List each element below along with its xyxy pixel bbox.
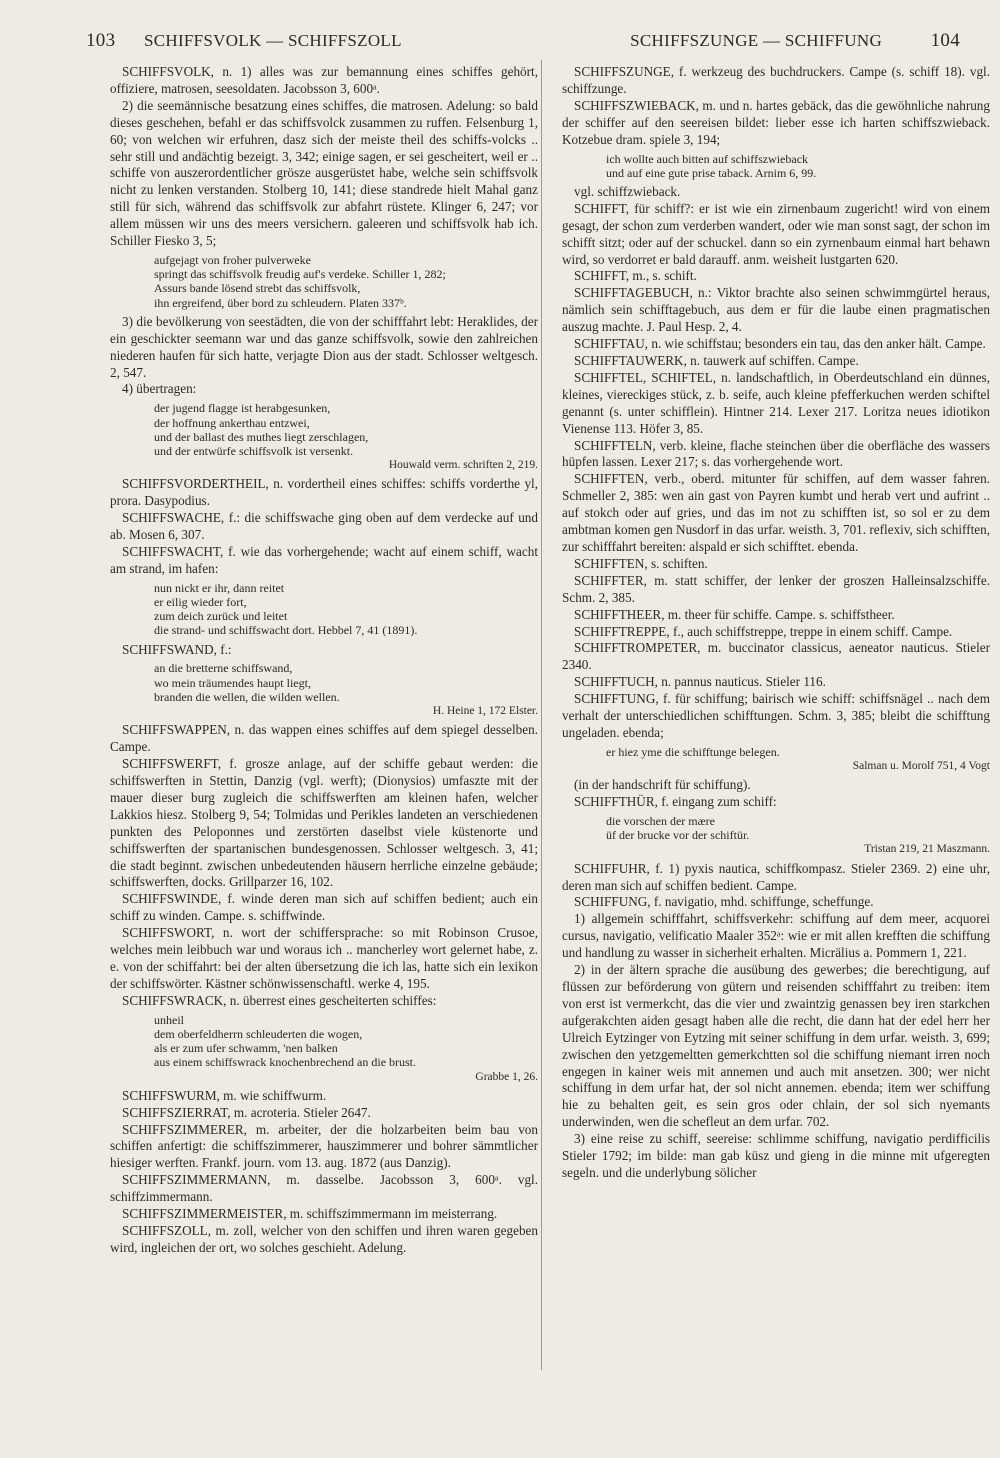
dictionary-entry: SCHIFFSWAPPEN, n. das wappen eines schiffes auf dem spiegel desselben. Campe.	[110, 722, 538, 755]
dictionary-entry: SCHIFFSWACHE, f.: die schiffswache ging oben auf dem verdecke auf und ab. Mosen 6, 307.	[110, 510, 538, 543]
verse-line: aus einem schiffswrack knochenbrechend an die brust.	[154, 1055, 417, 1070]
dictionary-entry: SCHIFFSWORT, n. wort der schiffersprache: so mit Robinson Crusoe, welches mein leibbuch war und woraus ich .. mancherley wort gelernet habe, z. e. von der schiffahrt: bei der alten übersetzung die ich las, hatte sich ein lexikon der schiffswörter. Kästner schönwissenschaftl. werke 4, 195.	[110, 925, 538, 991]
dictionary-entry: SCHIFFSZOLL, m. zoll, welcher von den schiffen und ihren waren gegeben wird, ingleichen der ort, wo solches geschieht. Adelung.	[110, 1222, 538, 1255]
dictionary-entry: SCHIFFSVORDERTHEIL, n. vordertheil eines schiffes: schiffs vorderthe yl, prora. Dasypodius.	[110, 476, 538, 509]
verse-line: als er zum ufer schwamm, 'nen balken	[154, 1041, 338, 1056]
dictionary-entry: SCHIFFSZIMMERMANN, m. dasselbe. Jacobsson 3, 600ᵃ. vgl. schiffzimmermann.	[110, 1172, 538, 1205]
verse-line: springt das schiffsvolk freudig auf's verdeke. Schiller 1, 282;	[154, 267, 446, 282]
dictionary-entry: SCHIFFUNG, f. navigatio, mhd. schiffunge, scheffunge.	[574, 894, 874, 910]
dictionary-entry: SCHIFFSVOLK, n. 1) alles was zur bemannung eines schiffes gehört, offiziere, matrosen, seesoldaten. Jacobsson 3, 600ᵃ.	[110, 64, 538, 96]
verse-line: Assurs bande lösend strebt das schiffsvolk,	[154, 281, 361, 296]
verse-quote	[606, 814, 990, 857]
dictionary-entry: SCHIFFSWACHT, f. wie das vorhergehende; wacht auf einem schiff, wacht am strand, im hafen:	[110, 543, 538, 576]
left-page-number: 103	[86, 30, 116, 51]
dictionary-entry: SCHIFFSWRACK, n. überrest eines gescheiterten schiffes:	[122, 992, 437, 1008]
quote-source: Houwald verm. schriften 2, 219.	[388, 459, 538, 472]
dictionary-entry: SCHIFFTROMPETER, m. buccinator classicus, aeneator nauticus. Stieler 2340.	[562, 640, 990, 673]
verse-quote	[154, 253, 538, 310]
verse-line: der hoffnung ankerthau entzwei,	[154, 415, 310, 430]
verse-quote	[606, 745, 990, 773]
verse-line: ich wollte auch bitten auf schiffszwieback	[606, 151, 809, 166]
verse-line: er eilig wieder fort,	[154, 594, 247, 609]
verse-line: üf der brucke vor der schiftür.	[606, 828, 750, 843]
column-divider	[541, 60, 542, 1370]
dictionary-entry: 3) die bevölkerung von seestädten, die von der schifffahrt lebt: Heraklides, der ein geschickter seemann war und das ganze schiffsvolk, sowie den zahlreichen niederen haufen für sich hatte, verjagte Dion aus der stadt. Schlosser weltgesch. 2, 547.	[110, 313, 538, 380]
left-page-title: SCHIFFSVOLK — SCHIFFSZOLL	[143, 31, 402, 50]
quote-source: Salman u. Morolf 751, 4 Vogt	[852, 760, 990, 773]
right-page-title: SCHIFFSZUNGE — SCHIFFUNG	[630, 31, 883, 50]
right-page-header	[630, 30, 960, 52]
dictionary-entry: 4) übertragen:	[122, 381, 197, 397]
dictionary-entry: vgl. schiffzwieback.	[574, 183, 681, 199]
verse-quote	[154, 1013, 538, 1084]
dictionary-entry: SCHIFFTAUWERK, n. tauwerk auf schiffen. Campe.	[574, 353, 859, 368]
dictionary-entry: SCHIFFTUNG, f. für schiffung; bairisch wie schiff: schiffsnägel .. nach dem verhalt der unterschiedlichen schifftungen. Schm. 3, 385; bleibt die schifftung ungeladen. ebenda;	[562, 691, 990, 740]
dictionary-entry: SCHIFFSZWIEBACK, m. und n. hartes gebäck, das die gewöhnliche nahrung der schiffer auf den seereisen bildet: lieber esse ich harten schiffszwieback. Kotzebue dram. spiele 3, 194;	[562, 97, 990, 147]
verse-line: aufgejagt von froher pulverweke	[154, 252, 311, 267]
verse-quote	[154, 581, 538, 638]
verse-line: er hiez yme die schifftunge belegen.	[606, 744, 780, 759]
verse-line: wo mein träumendes haupt liegt,	[154, 675, 311, 690]
dictionary-entry: SCHIFFTHEER, m. theer für schiffe. Campe. s. schiffstheer.	[574, 606, 895, 622]
verse-line: nun nickt er ihr, dann reitet	[154, 580, 285, 595]
verse-line: branden die wellen, die wilden wellen.	[154, 689, 340, 704]
dictionary-entry: SCHIFFTREPPE, f., auch schiffstreppe, treppe in einem schiff. Campe.	[574, 623, 953, 639]
dictionary-entry: (in der handschrift für schiffung).	[574, 777, 751, 793]
dictionary-entry: SCHIFFSZIERRAT, m. acroteria. Stieler 2647.	[122, 1104, 371, 1120]
quote-source: H. Heine 1, 172 Elster.	[432, 705, 538, 718]
verse-line: der jugend flagge ist herabgesunken,	[154, 401, 331, 416]
verse-line: ihn ergreifend, über bord zu schleudern. Platen 337ᵇ.	[154, 295, 407, 310]
dictionary-entry: SCHIFFUHR, f. 1) pyxis nautica, schiffkompasz. Stieler 2369. 2) eine uhr, deren man sich auf schiffen bedient. Campe.	[562, 860, 990, 893]
dictionary-entry: SCHIFFSZIMMERER, m. arbeiter, der die holzarbeiten beim bau von schiffen anfertigt: die schiffszimmerer, hauszimmerer und bohrer sämmtlicher hiesiger werften. Frankf. journ. vom 13. aug. 1872 (aus Danzig).	[110, 1121, 538, 1171]
dictionary-entry: SCHIFFT, für schiff?: er ist wie ein zirnenbaum zugericht! wird von einem gesagt, der schon zum verderben wandert, oder wie man sonst sagt, der schon im schifft sitzt; oder auf der schuckel. dann so ein zyrnenbaum einmal hart behawn wird, so verdorret er bald darauff. anm. weisheit lustgarten 620.	[562, 200, 990, 267]
verse-line: zum deich zurück und leitet	[154, 609, 288, 624]
verse-line: die strand- und schiffswacht dort. Hebbel 7, 41 (1891).	[154, 623, 418, 638]
dictionary-entry: SCHIFFTER, m. statt schiffer, der lenker der groszen Halleinsalzschiffe. Schm. 2, 385.	[562, 572, 990, 605]
dictionary-entry: SCHIFFT, m., s. schift.	[574, 268, 697, 284]
dictionary-entry: 2) die seemännische besatzung eines schiffes, die matrosen. Adelung: so bald dieses geschehen, befahl er das schiffsvolck zusammen zu ruffen. Felsenburg 1, 60; von welchen wir erfuhren, dasz sich der meiste theil des schiffs-volcks .. sehr still und andächtig bezeigt. 3, 342; einige sagen, er sei gescheitert, weil er .. schiffe von auszerordentlicher grösze ausgerüstet habe, welche sein schiffsvolk nicht zu lenken verstanden. Stolberg 10, 141; diese standrede hielt Mahal ganz still für sich, während das schiffsvolk zur abfahrt rüstete. Klinger 6, 247; vor allem müssen wir uns des meers versichern. galeeren und schiffsvolk hab ich. Schiller Fiesko 3, 5;	[110, 97, 538, 249]
dictionary-entry: SCHIFFSZUNGE, f. werkzeug des buchdruckers. Campe (s. schiff 18). vgl. schiffzunge.	[562, 64, 990, 96]
dictionary-entry: 2) in der ältern sprache die ausübung des gewerbes; die berechtigung, auf flüssen zur beförderung von gütern und reisenden schifffahrt zu treiben: item von erst ist vermerkcht, das die vier und zwaintzig genassen bey iren starkchen aufgerakchten aiden gesagt haben alle die recht, die dann hat der edel herr her Ulreich Eytzinger von Eytzing mit seiner schiffung in dem urfar. weisth. 3, 699; zwischen den yetzgemeltten gemerkchtten sol die schiffung niemant irren noch engegen in kainer weis mit annemen und auch mit ansetzen. 300; wer nicht schiffung in dem urfar hat, der sol nicht annemen. ebenda; item wer schiffung hie zu behalten geit, es sein gros oder chlain, der sol sich nyemants underwinden, wen die schefleut an dem urfar. 702.	[562, 962, 990, 1130]
verse-quote	[154, 401, 538, 472]
dictionary-entry: 3) eine reise zu schiff, seereise: schlimme schiffung, navigatio perdifficilis Stieler 1792; im bilde: man gab küsz und gieng in die minne mit ufgeregten segeln. und die underlybung sölicher	[562, 1131, 990, 1180]
quote-source: Tristan 219, 21 Maszmann.	[864, 843, 990, 856]
dictionary-entry: SCHIFFSZIMMERMEISTER, m. schiffszimmermann im meisterrang.	[122, 1206, 498, 1222]
dictionary-entry: SCHIFFTAGEBUCH, n.: Viktor brachte also seinen schwimmgürtel heraus, nämlich sein schifftagebuch, aus dem er für die laube einen pragmatischen auszug machte. J. Paul Hesp. 2, 4.	[562, 285, 990, 335]
dictionary-entry: SCHIFFTEN, s. schiften.	[574, 555, 708, 571]
verse-line: die vorschen der mære	[606, 814, 715, 829]
dictionary-entry: SCHIFFTEL, SCHIFTEL, n. landschaftlich, in Oberdeutschland ein dünnes, kleines, viereckiges stück, z. b. seife, auch kleine pfefferkuchen werden schiftel genannt (s. unter schifflein). Hintner 214. Lexer 217. Loritza neues idiotikon Vienense 113. Höfer 3, 85.	[562, 369, 990, 436]
right-column	[562, 64, 990, 1182]
verse-line: dem oberfeldherrn schleuderten die wogen,	[154, 1026, 363, 1041]
verse-quote	[154, 661, 538, 718]
dictionary-entry: SCHIFFTUCH, n. pannus nauticus. Stieler 116.	[574, 674, 826, 690]
verse-line: und der entwürfe schiffsvolk ist versenkt.	[154, 443, 354, 458]
verse-quote	[606, 152, 990, 180]
verse-line: und auf eine gute prise taback. Arnim 6, 99.	[606, 165, 817, 180]
dictionary-entry: SCHIFFTAU, n. wie schiffstau; besonders ein tau, das den anker hält. Campe.	[574, 336, 986, 352]
left-column	[110, 64, 538, 1257]
quote-source: Grabbe 1, 26.	[475, 1070, 538, 1083]
right-page-number: 104	[930, 30, 960, 51]
dictionary-entry: SCHIFFSWAND, f.:	[122, 641, 232, 657]
verse-line: unheil	[154, 1012, 184, 1027]
dictionary-entry: 1) allgemein schifffahrt, schiffsverkehr: schiffung auf dem meer, acquorei cursus, navigatio, velificatio Maaler 352ᵃ: wie er mit allen krefften die schiffung und handlung zu wasser in sicherheit erhalten. Micrälius a. Pommern 1, 221.	[562, 911, 990, 961]
dictionary-entry: SCHIFFTEN, verb., oberd. mitunter für schiffen, auf dem wasser fahren. Schmeller 2, 385: wen ain gast von Payren kumbt und herab vert und aufrint .. auf stokch oder auf gries, und das im not zu schifften ist, so sol er zu dem ambtman komen gen Nusdorf in das urfar. weisth. 3, 701. reflexiv, sich schifften, zur schifffahrt bereiten: alspald er sich schifftet. ebenda.	[562, 471, 990, 554]
dictionary-entry: SCHIFFTELN, verb. kleine, flache steinchen über die oberfläche des wassers hüpfen lassen. Lexer 217; s. das vorhergehende wort.	[562, 437, 990, 470]
verse-line: an die bretterne schiffswand,	[154, 661, 293, 676]
dictionary-entry: SCHIFFSWURM, m. wie schiffwurm.	[122, 1087, 327, 1103]
verse-line: und der ballast des muthes liegt zerschlagen,	[154, 429, 369, 444]
left-page-header	[86, 30, 402, 52]
dictionary-entry: SCHIFFSWINDE, f. winde deren man sich auf schiffen bedient; auch ein schiff zu winden. Campe. s. schiffwinde.	[110, 891, 538, 924]
dictionary-entry: SCHIFFTHÜR, f. eingang zum schiff:	[574, 794, 777, 810]
dictionary-entry: SCHIFFSWERFT, f. grosze anlage, auf der schiffe gebaut werden: die schiffswerften in Stettin, Danzig (vgl. werft); (Dionysios) umfaszte mit der mauer dieser burg zugleich die schiffswerften am kleinen hafen, welcher Lakkios hiesz. Stolberg 9, 54; Tolmidas und Perikles landeten an verschiedenen punkten des Peloponnes und zerstörten daselbst viele küstenorte und schiffswerften der spartanischen bundesgenossen. Schlosser weltgesch. 3, 41; die stadt beginnt. zwischen unbedeutenden häusern herrliche einzelne gebäude; schiffswerften, docks. Grillparzer 16, 102.	[110, 756, 538, 890]
